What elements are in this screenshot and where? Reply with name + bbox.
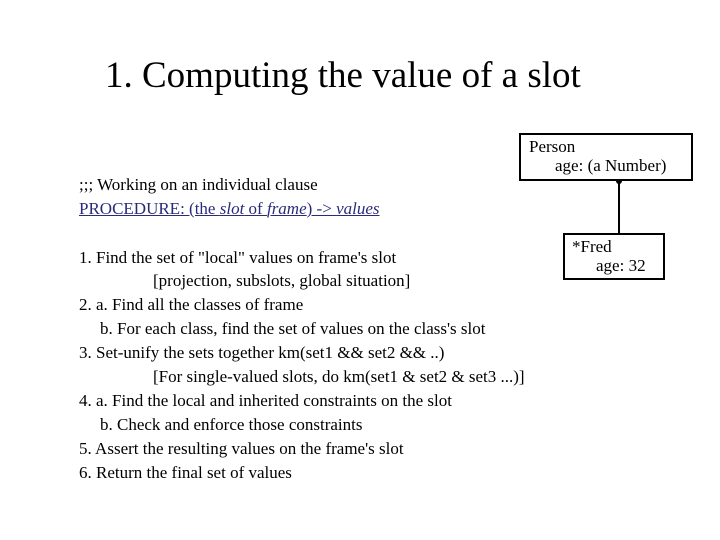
fred-frame-slot: age: 32	[596, 256, 646, 275]
step-4b: b. Check and enforce those constraints	[100, 415, 363, 434]
procedure-suffix: ) ->	[306, 199, 337, 218]
procedure-prefix: PROCEDURE: (the	[79, 199, 220, 218]
procedure-values-word: values	[336, 199, 380, 218]
step-1-detail: [projection, subslots, global situation]	[153, 271, 411, 290]
fred-frame-name: *Fred	[572, 237, 612, 256]
step-5: 5. Assert the resulting values on the frame's slot	[79, 439, 404, 458]
comment-line: ;;; Working on an individual clause	[79, 175, 318, 194]
step-6: 6. Return the final set of values	[79, 463, 292, 482]
fred-frame-box	[563, 233, 665, 280]
procedure-middle: of	[244, 199, 267, 218]
step-3-detail: [For single-valued slots, do km(set1 & set2 & set3 ...)]	[153, 367, 525, 386]
step-1: 1. Find the set of "local" values on frame's slot	[79, 248, 397, 267]
person-frame-slot: age: (a Number)	[555, 156, 667, 175]
procedure-slot-word: slot	[219, 199, 245, 218]
procedure-signature	[79, 199, 380, 219]
step-2a: 2. a. Find all the classes of frame	[79, 295, 304, 314]
person-frame-name: Person	[529, 137, 576, 156]
slide-title: 1. Computing the value of a slot	[105, 55, 581, 96]
step-3: 3. Set-unify the sets together km(set1 && set2 && ..)	[79, 343, 445, 362]
person-frame-box	[519, 133, 693, 181]
procedure-frame-word: frame	[266, 199, 307, 218]
frame-connector-line	[618, 180, 620, 235]
step-4a: 4. a. Find the local and inherited constraints on the slot	[79, 391, 452, 410]
step-2b: b. For each class, find the set of values on the class's slot	[100, 319, 486, 338]
